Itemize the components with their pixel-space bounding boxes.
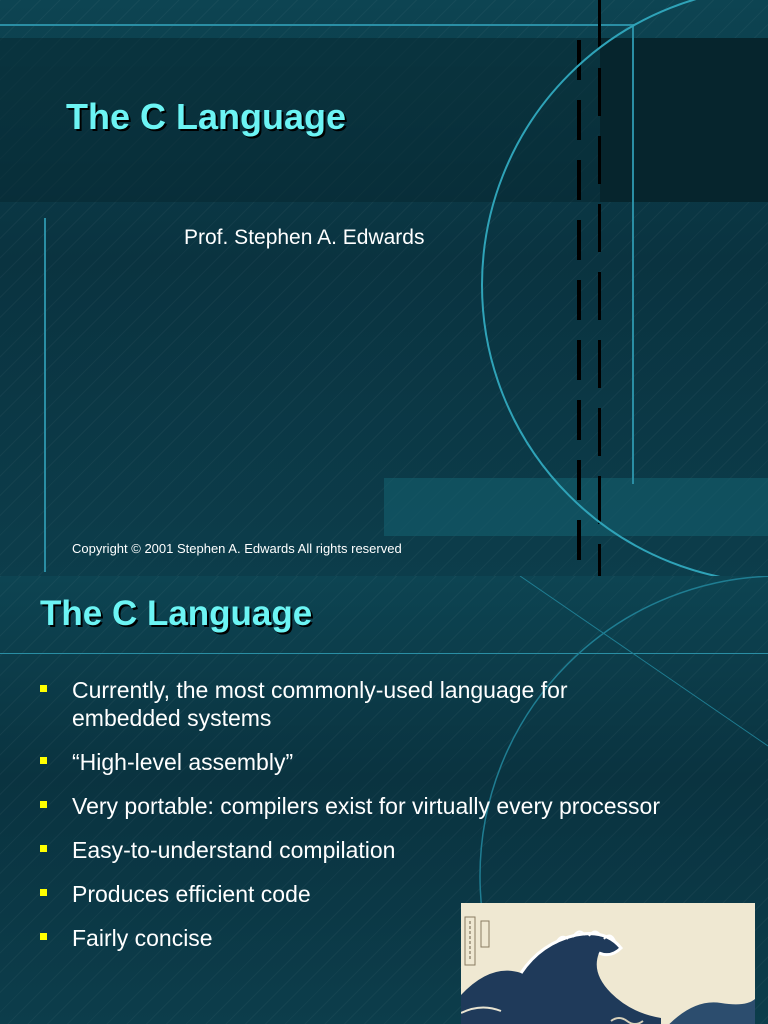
author-name: Prof. Stephen A. Edwards (184, 226, 425, 249)
content-slide (0, 576, 768, 1024)
bullet-square-icon (40, 801, 47, 808)
bullet-item: Easy-to-understand compilation (40, 836, 680, 864)
bullet-square-icon (40, 933, 47, 940)
bullet-item: “High-level assembly” (40, 748, 680, 776)
great-wave-icon (461, 903, 755, 1024)
great-wave-image (461, 903, 755, 1024)
bullet-item: Produces efficient code (40, 880, 680, 908)
bullet-item: Fairly concise (40, 924, 680, 952)
bullet-item: Very portable: compilers exist for virtually every processor (40, 792, 680, 820)
slide-title: The C Language (66, 96, 347, 137)
bullet-square-icon (40, 757, 47, 764)
bullet-square-icon (40, 845, 47, 852)
bullet-square-icon (40, 685, 47, 692)
bullet-square-icon (40, 889, 47, 896)
copyright-notice: Copyright © 2001 Stephen A. Edwards All rights reserved (72, 541, 402, 556)
slide-title: The C Language (40, 594, 313, 633)
bullet-item: Currently, the most commonly-used language for embedded systems (40, 676, 680, 732)
